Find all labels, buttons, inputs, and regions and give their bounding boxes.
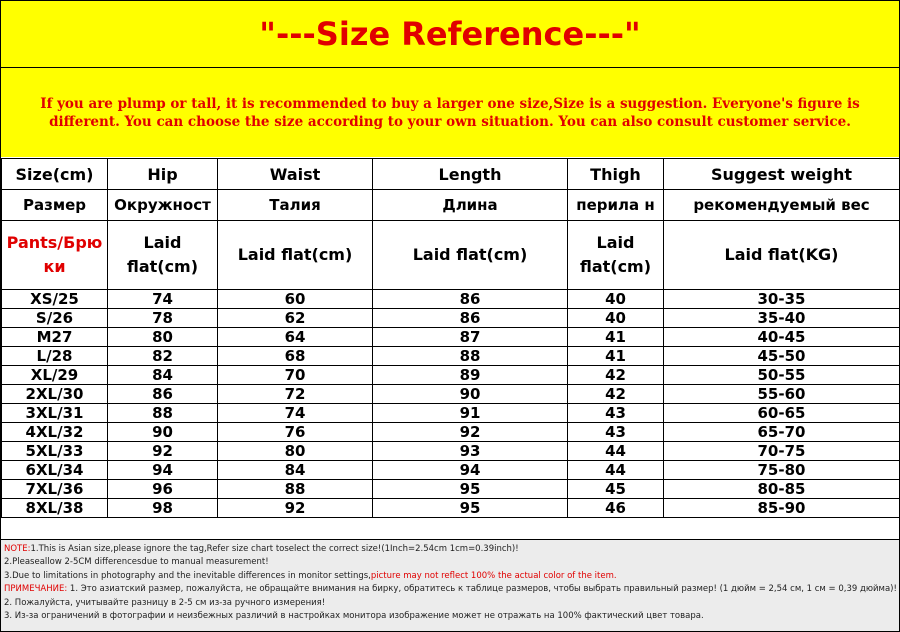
table-row — [2, 328, 900, 347]
thigh-unit-line-2: flat(cm) — [579, 257, 652, 276]
cell-length: 88 — [373, 347, 568, 366]
header-weight-ru: рекомендуемый вес — [664, 190, 900, 221]
table-row — [2, 366, 900, 385]
cell-waist: 64 — [218, 328, 373, 347]
cell-hip: 88 — [108, 404, 218, 423]
length-unit: Laid flat(cm) — [373, 221, 568, 290]
units-row — [2, 221, 900, 290]
cell-hip: 92 — [108, 442, 218, 461]
cell-size: 4XL/32 — [2, 423, 108, 442]
note-3-highlight: picture may not reflect 100% the actual color of the item. — [370, 570, 617, 581]
cell-waist: 62 — [218, 309, 373, 328]
cell-hip: 90 — [108, 423, 218, 442]
cell-waist: 92 — [218, 499, 373, 518]
cell-length: 89 — [373, 366, 568, 385]
cell-weight: 80-85 — [664, 480, 900, 499]
cell-thigh: 43 — [568, 423, 664, 442]
cell-hip: 94 — [108, 461, 218, 480]
cell-length: 86 — [373, 309, 568, 328]
cell-waist: 74 — [218, 404, 373, 423]
cell-thigh: 40 — [568, 309, 664, 328]
notice-line-1: If you are plump or tall, it is recommended to buy a larger one size,Size is a suggestion. Everyone's figure is — [40, 96, 860, 112]
cell-thigh: 41 — [568, 347, 664, 366]
header-waist: Waist — [218, 159, 373, 190]
hip-unit — [108, 221, 218, 290]
cell-size: M27 — [2, 328, 108, 347]
cell-length: 94 — [373, 461, 568, 480]
note-3 — [4, 570, 896, 583]
cell-thigh: 43 — [568, 404, 664, 423]
header-size-ru: Размер — [2, 190, 108, 221]
cell-weight: 45-50 — [664, 347, 900, 366]
cell-waist: 84 — [218, 461, 373, 480]
header-hip-ru: Окружност — [108, 190, 218, 221]
table-row — [2, 461, 900, 480]
notes-panel — [1, 539, 899, 631]
thigh-unit — [568, 221, 664, 290]
cell-weight: 65-70 — [664, 423, 900, 442]
header-length-ru: Длина — [373, 190, 568, 221]
header-row-russian — [2, 190, 900, 221]
cell-size: 5XL/33 — [2, 442, 108, 461]
hip-unit-line-1: Laid — [143, 233, 182, 252]
cell-hip: 96 — [108, 480, 218, 499]
size-rows — [2, 290, 900, 518]
cell-size: 7XL/36 — [2, 480, 108, 499]
sizing-notice — [13, 95, 887, 131]
cell-weight: 85-90 — [664, 499, 900, 518]
note-1 — [4, 543, 896, 556]
hip-unit-line-2: flat(cm) — [126, 257, 199, 276]
thigh-unit-line-1: Laid — [596, 233, 635, 252]
cell-size: XL/29 — [2, 366, 108, 385]
header-thigh: Thigh — [568, 159, 664, 190]
notice-line-2: different. You can choose the size according to your own situation. You can also consult customer service. — [49, 114, 851, 130]
cell-weight: 35-40 — [664, 309, 900, 328]
cell-length: 92 — [373, 423, 568, 442]
header-length: Length — [373, 159, 568, 190]
cell-waist: 70 — [218, 366, 373, 385]
cell-thigh: 42 — [568, 385, 664, 404]
table-row — [2, 309, 900, 328]
cell-weight: 60-65 — [664, 404, 900, 423]
cell-hip: 98 — [108, 499, 218, 518]
cell-waist: 60 — [218, 290, 373, 309]
cell-waist: 72 — [218, 385, 373, 404]
cell-size: S/26 — [2, 309, 108, 328]
cell-size: 2XL/30 — [2, 385, 108, 404]
banner — [1, 1, 899, 157]
cell-weight: 70-75 — [664, 442, 900, 461]
cell-size: XS/25 — [2, 290, 108, 309]
note-2: 2.Pleaseallow 2-5CM differencesdue to manual measurement! — [4, 557, 269, 568]
cell-size: L/28 — [2, 347, 108, 366]
header-thigh-ru: перила н — [568, 190, 664, 221]
note-ru-1 — [4, 583, 896, 596]
note-ru-3: 3. Из-за ограничений в фотографии и неизбежных различий в настройках монитора изображение может не отражать на 100% фактический цвет товара. — [4, 611, 704, 622]
cell-thigh: 42 — [568, 366, 664, 385]
note-3-text: 3.Due to limitations in photography and the inevitable differences in monitor settings, — [4, 570, 371, 581]
cell-hip: 86 — [108, 385, 218, 404]
cell-thigh: 45 — [568, 480, 664, 499]
table-row — [2, 404, 900, 423]
cell-length: 95 — [373, 480, 568, 499]
cell-thigh: 41 — [568, 328, 664, 347]
cell-weight: 55-60 — [664, 385, 900, 404]
table-row — [2, 423, 900, 442]
cell-size: 6XL/34 — [2, 461, 108, 480]
table-row — [2, 480, 900, 499]
note-1-text: 1.This is Asian size,please ignore the tag,Refer size chart toselect the correct size!(1Inch=2.54cm 1cm=0.39inch)! — [30, 544, 519, 554]
cell-waist: 76 — [218, 423, 373, 442]
cell-size: 3XL/31 — [2, 404, 108, 423]
table-row — [2, 290, 900, 309]
cell-weight: 30-35 — [664, 290, 900, 309]
waist-unit: Laid flat(cm) — [218, 221, 373, 290]
table-row — [2, 347, 900, 366]
pants-label — [2, 221, 108, 290]
header-row — [2, 159, 900, 190]
header-weight: Suggest weight — [664, 159, 900, 190]
cell-waist: 80 — [218, 442, 373, 461]
cell-thigh: 46 — [568, 499, 664, 518]
note-1-label: NOTE: — [4, 544, 31, 554]
cell-length: 93 — [373, 442, 568, 461]
cell-hip: 74 — [108, 290, 218, 309]
size-table — [1, 158, 900, 518]
cell-thigh: 44 — [568, 442, 664, 461]
note-ru-1-label: ПРИМЕЧАНИЕ: — [4, 584, 68, 595]
header-waist-ru: Талия — [218, 190, 373, 221]
cell-waist: 88 — [218, 480, 373, 499]
cell-weight: 75-80 — [664, 461, 900, 480]
cell-hip: 80 — [108, 328, 218, 347]
cell-thigh: 44 — [568, 461, 664, 480]
table-row — [2, 499, 900, 518]
header-size: Size(cm) — [2, 159, 108, 190]
table-row — [2, 442, 900, 461]
cell-thigh: 40 — [568, 290, 664, 309]
cell-size: 8XL/38 — [2, 499, 108, 518]
cell-waist: 68 — [218, 347, 373, 366]
note-ru-1-text: 1. Это азиатский размер, пожалуйста, не обращайте внимания на бирку, обратитесь к таблице размеров, чтобы выбрать правильный размер! (1 дюйм = 2,54 см, 1 см = 0,39 дюйма)! — [67, 584, 897, 595]
cell-length: 86 — [373, 290, 568, 309]
cell-length: 95 — [373, 499, 568, 518]
cell-length: 91 — [373, 404, 568, 423]
cell-length: 87 — [373, 328, 568, 347]
pants-label-line-2: ки — [43, 257, 66, 276]
page-title: "---Size Reference---" — [1, 1, 899, 68]
header-hip: Hip — [108, 159, 218, 190]
table-row — [2, 385, 900, 404]
cell-weight: 50-55 — [664, 366, 900, 385]
cell-weight: 40-45 — [664, 328, 900, 347]
note-ru-2: 2. Пожалуйста, учитывайте разницу в 2-5 см из-за ручного измерения! — [4, 597, 326, 608]
weight-unit: Laid flat(KG) — [664, 221, 900, 290]
cell-hip: 78 — [108, 309, 218, 328]
cell-length: 90 — [373, 385, 568, 404]
pants-label-line-1: Pants/Брю — [6, 233, 103, 252]
cell-hip: 82 — [108, 347, 218, 366]
cell-hip: 84 — [108, 366, 218, 385]
